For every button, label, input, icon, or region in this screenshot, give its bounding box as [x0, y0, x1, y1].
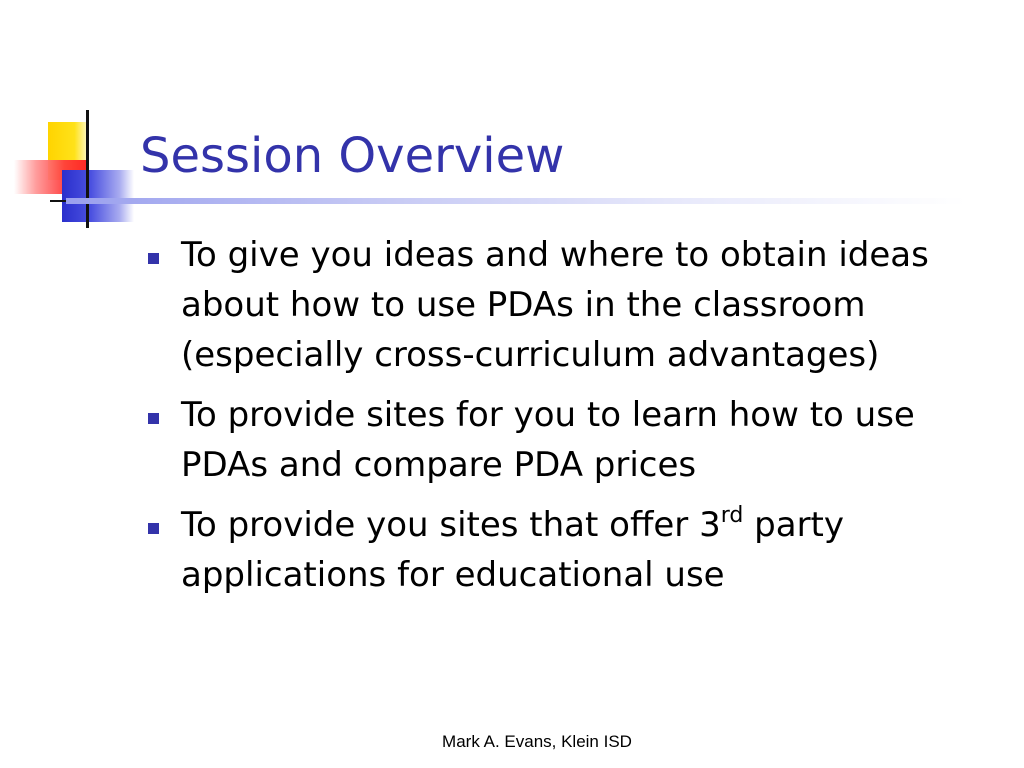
slide-footer: Mark A. Evans, Klein ISD	[442, 732, 632, 751]
bullet-list	[146, 230, 996, 610]
bullet-text-end: party applications for educational use	[181, 505, 844, 595]
bullet-text-start: To provide you sites that offer 3	[181, 505, 721, 545]
bullet-item	[146, 500, 996, 600]
slide-title: Session Overview	[140, 128, 565, 184]
colored-squares-logo-icon	[0, 0, 140, 240]
bullet-superscript: rd	[720, 503, 744, 528]
square-bullet-icon	[148, 413, 159, 424]
title-underline	[66, 198, 966, 204]
bullet-text: To give you ideas and where to obtain ideas about how to use PDAs in the classroom (especially cross-curriculum advantages)	[181, 235, 929, 375]
bullet-text: To provide sites for you to learn how to use PDAs and compare PDA prices	[181, 395, 915, 485]
bullet-item	[146, 230, 996, 380]
square-bullet-icon	[148, 523, 159, 534]
square-bullet-icon	[148, 253, 159, 264]
logo-vertical-line	[86, 110, 89, 228]
logo-blue-square	[62, 170, 134, 222]
bullet-item	[146, 390, 996, 490]
